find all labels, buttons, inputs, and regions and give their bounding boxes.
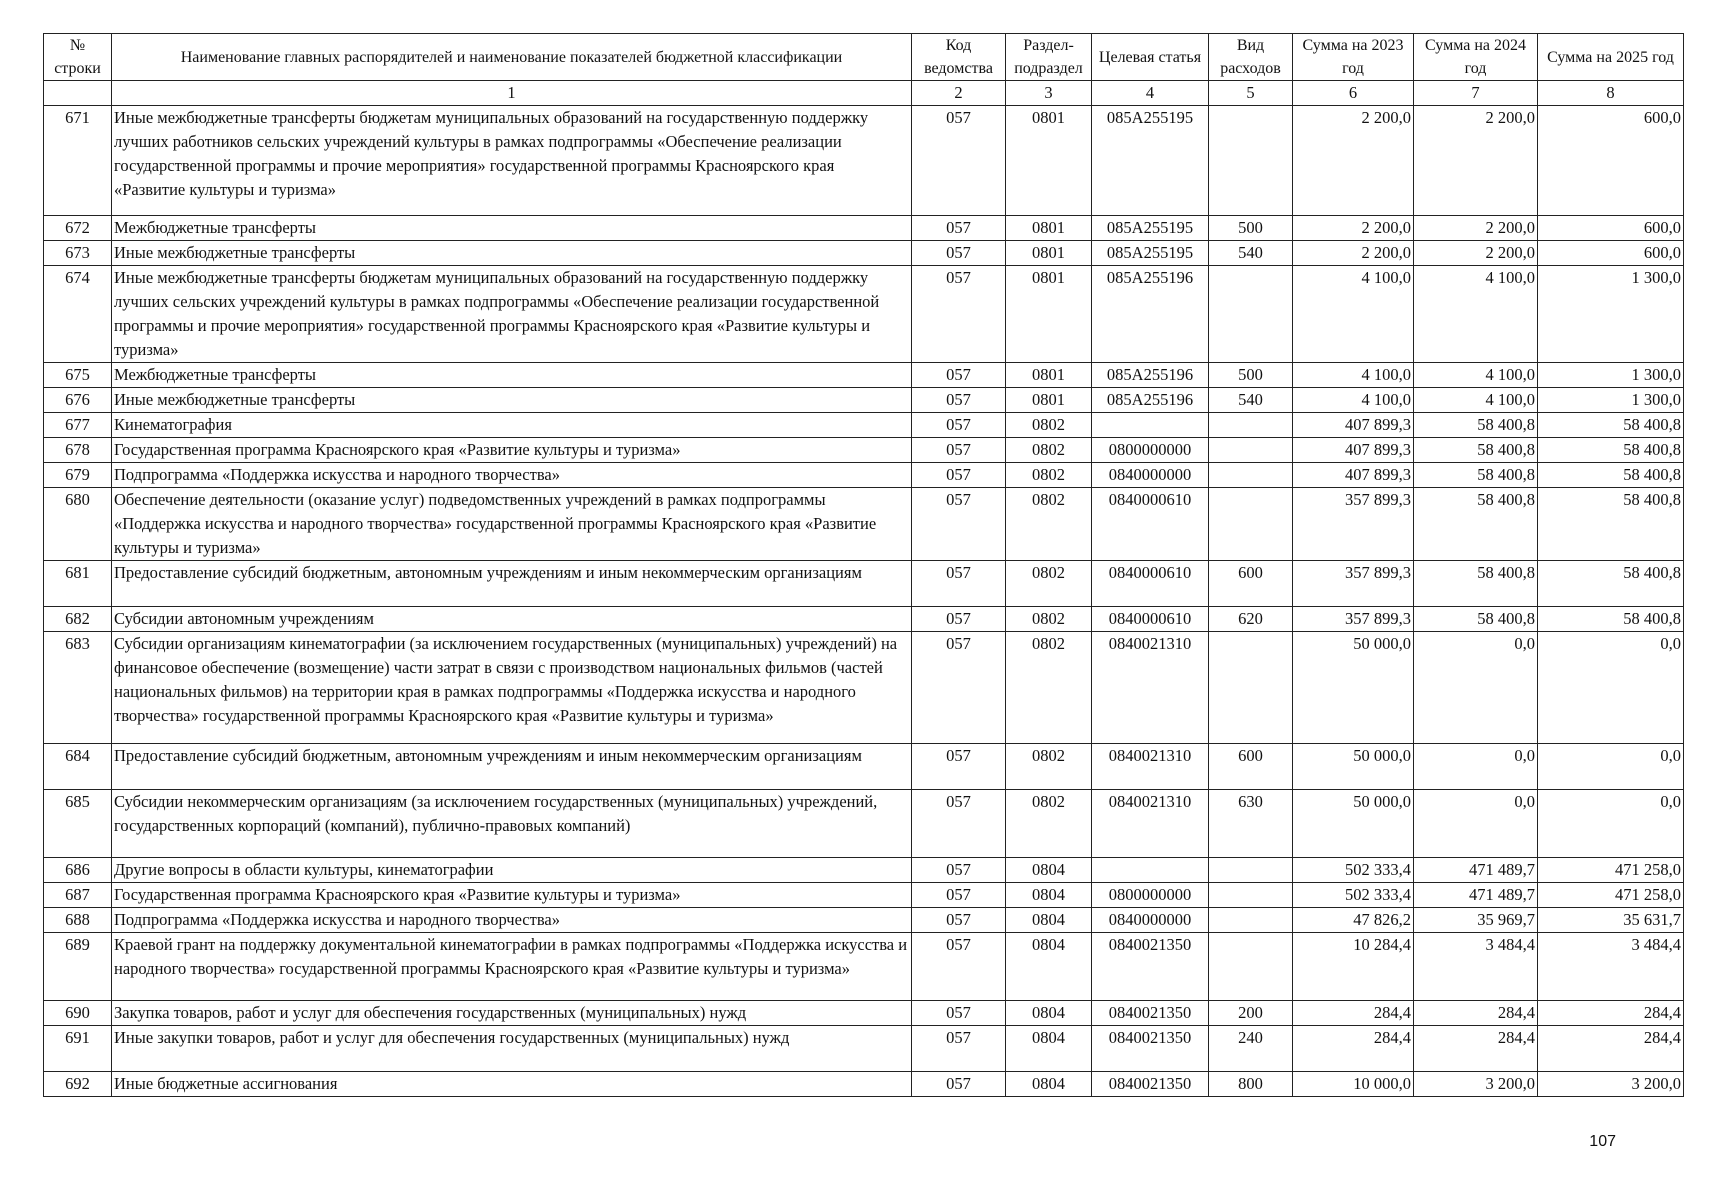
section-code: 0801 bbox=[1006, 216, 1092, 241]
sum-2024: 2 200,0 bbox=[1414, 106, 1538, 216]
sum-2025: 1 300,0 bbox=[1538, 388, 1684, 413]
section-code: 0804 bbox=[1006, 908, 1092, 933]
sum-2024: 58 400,8 bbox=[1414, 488, 1538, 561]
sum-2025: 0,0 bbox=[1538, 790, 1684, 858]
header-sum-2023: Сумма на 2023 год bbox=[1293, 34, 1414, 81]
sum-2025: 284,4 bbox=[1538, 1001, 1684, 1026]
table-row bbox=[44, 790, 1684, 858]
row-number: 672 bbox=[44, 216, 112, 241]
table-row bbox=[44, 1072, 1684, 1097]
department-code: 057 bbox=[912, 607, 1006, 632]
row-number: 678 bbox=[44, 438, 112, 463]
target-article: 085A255195 bbox=[1092, 106, 1209, 216]
sum-2024: 58 400,8 bbox=[1414, 561, 1538, 607]
table-row bbox=[44, 744, 1684, 790]
table-row bbox=[44, 858, 1684, 883]
department-code: 057 bbox=[912, 488, 1006, 561]
target-article: 0840021350 bbox=[1092, 1001, 1209, 1026]
document-page bbox=[43, 33, 1683, 1097]
sum-2025: 600,0 bbox=[1538, 241, 1684, 266]
sum-2023: 357 899,3 bbox=[1293, 488, 1414, 561]
table-row bbox=[44, 438, 1684, 463]
target-article: 0840021350 bbox=[1092, 1072, 1209, 1097]
sum-2023: 284,4 bbox=[1293, 1026, 1414, 1072]
sum-2025: 471 258,0 bbox=[1538, 883, 1684, 908]
row-number: 671 bbox=[44, 106, 112, 216]
department-code: 057 bbox=[912, 858, 1006, 883]
header-row-number: № строки bbox=[44, 34, 112, 81]
column-number: 6 bbox=[1293, 81, 1414, 106]
target-article: 085A255196 bbox=[1092, 388, 1209, 413]
row-name: Закупка товаров, работ и услуг для обеспечения государственных (муниципальных) нужд bbox=[112, 1001, 912, 1026]
sum-2023: 357 899,3 bbox=[1293, 561, 1414, 607]
row-name: Иные межбюджетные трансферты бюджетам муниципальных образований на государственную поддержку лучших сельских учреждений культуры в рамках подпрограммы «Обеспечение реализации государственной программы и прочие мероприятия» государственной программы Красноярского края «Развитие культуры и туризма» bbox=[112, 266, 912, 363]
department-code: 057 bbox=[912, 413, 1006, 438]
section-code: 0801 bbox=[1006, 363, 1092, 388]
sum-2023: 4 100,0 bbox=[1293, 388, 1414, 413]
row-number: 684 bbox=[44, 744, 112, 790]
expense-type bbox=[1209, 908, 1293, 933]
row-name: Иные межбюджетные трансферты бюджетам муниципальных образований на государственную поддержку лучших работников сельских учреждений культуры в рамках подпрограммы «Обеспечение реализации государственной программы и прочие мероприятия» государственной программы Красноярского края «Развитие культуры и туризма» bbox=[112, 106, 912, 216]
section-code: 0801 bbox=[1006, 241, 1092, 266]
sum-2025: 0,0 bbox=[1538, 744, 1684, 790]
row-name: Подпрограмма «Поддержка искусства и народного творчества» bbox=[112, 463, 912, 488]
expense-type: 540 bbox=[1209, 241, 1293, 266]
sum-2025: 600,0 bbox=[1538, 216, 1684, 241]
section-code: 0802 bbox=[1006, 561, 1092, 607]
expense-type: 500 bbox=[1209, 216, 1293, 241]
table-row bbox=[44, 632, 1684, 744]
section-code: 0802 bbox=[1006, 488, 1092, 561]
sum-2024: 4 100,0 bbox=[1414, 266, 1538, 363]
row-name: Субсидии организациям кинематографии (за исключением государственных (муниципальных) учреждений) на финансовое обеспечение (возмещение) части затрат в связи с производством национальных фильмов (частей национальных фильмов) на территории края в рамках подпрограммы «Поддержка искусства и народного творчества» государственной программы Красноярского края «Развитие культуры и туризма» bbox=[112, 632, 912, 744]
row-number: 682 bbox=[44, 607, 112, 632]
target-article bbox=[1092, 413, 1209, 438]
expense-type bbox=[1209, 488, 1293, 561]
sum-2023: 50 000,0 bbox=[1293, 632, 1414, 744]
sum-2024: 3 200,0 bbox=[1414, 1072, 1538, 1097]
sum-2024: 3 484,4 bbox=[1414, 933, 1538, 1001]
row-number: 677 bbox=[44, 413, 112, 438]
row-name: Предоставление субсидий бюджетным, автономным учреждениям и иным некоммерческим организациям bbox=[112, 561, 912, 607]
row-number: 692 bbox=[44, 1072, 112, 1097]
column-number bbox=[44, 81, 112, 106]
column-number: 2 bbox=[912, 81, 1006, 106]
sum-2023: 50 000,0 bbox=[1293, 744, 1414, 790]
section-code: 0802 bbox=[1006, 790, 1092, 858]
header-section: Раздел-подраздел bbox=[1006, 34, 1092, 81]
sum-2023: 502 333,4 bbox=[1293, 858, 1414, 883]
row-number: 681 bbox=[44, 561, 112, 607]
row-name: Другие вопросы в области культуры, кинематографии bbox=[112, 858, 912, 883]
sum-2025: 58 400,8 bbox=[1538, 488, 1684, 561]
page-number: 107 bbox=[1589, 1133, 1616, 1150]
sum-2025: 35 631,7 bbox=[1538, 908, 1684, 933]
target-article: 0840021310 bbox=[1092, 744, 1209, 790]
target-article: 0840000610 bbox=[1092, 488, 1209, 561]
expense-type bbox=[1209, 883, 1293, 908]
department-code: 057 bbox=[912, 561, 1006, 607]
row-name: Иные бюджетные ассигнования bbox=[112, 1072, 912, 1097]
column-number: 5 bbox=[1209, 81, 1293, 106]
row-name: Субсидии некоммерческим организациям (за исключением государственных (муниципальных) учреждений, государственных корпораций (компаний), публично-правовых компаний) bbox=[112, 790, 912, 858]
sum-2024: 58 400,8 bbox=[1414, 463, 1538, 488]
section-code: 0802 bbox=[1006, 744, 1092, 790]
table-row bbox=[44, 106, 1684, 216]
column-number-row bbox=[44, 81, 1684, 106]
sum-2024: 58 400,8 bbox=[1414, 607, 1538, 632]
expense-type bbox=[1209, 463, 1293, 488]
expense-type: 500 bbox=[1209, 363, 1293, 388]
department-code: 057 bbox=[912, 1026, 1006, 1072]
table-row bbox=[44, 241, 1684, 266]
expense-type: 600 bbox=[1209, 744, 1293, 790]
department-code: 057 bbox=[912, 1001, 1006, 1026]
sum-2024: 4 100,0 bbox=[1414, 388, 1538, 413]
row-name: Краевой грант на поддержку документальной кинематографии в рамках подпрограммы «Поддержка искусства и народного творчества» государственной программы Красноярского края «Развитие культуры и туризма» bbox=[112, 933, 912, 1001]
department-code: 057 bbox=[912, 106, 1006, 216]
row-number: 688 bbox=[44, 908, 112, 933]
expense-type: 800 bbox=[1209, 1072, 1293, 1097]
target-article: 0840000000 bbox=[1092, 908, 1209, 933]
row-number: 683 bbox=[44, 632, 112, 744]
row-number: 679 bbox=[44, 463, 112, 488]
sum-2024: 58 400,8 bbox=[1414, 438, 1538, 463]
header-name: Наименование главных распорядителей и наименование показателей бюджетной классификации bbox=[112, 34, 912, 81]
row-number: 680 bbox=[44, 488, 112, 561]
sum-2023: 407 899,3 bbox=[1293, 438, 1414, 463]
row-number: 685 bbox=[44, 790, 112, 858]
section-code: 0804 bbox=[1006, 1072, 1092, 1097]
department-code: 057 bbox=[912, 388, 1006, 413]
row-number: 673 bbox=[44, 241, 112, 266]
row-name: Обеспечение деятельности (оказание услуг) подведомственных учреждений в рамках подпрограммы «Поддержка искусства и народного творчества» государственной программы Красноярского края «Развитие культуры и туризма» bbox=[112, 488, 912, 561]
section-code: 0801 bbox=[1006, 106, 1092, 216]
department-code: 057 bbox=[912, 241, 1006, 266]
expense-type bbox=[1209, 438, 1293, 463]
target-article: 085A255195 bbox=[1092, 216, 1209, 241]
sum-2025: 58 400,8 bbox=[1538, 413, 1684, 438]
sum-2025: 3 200,0 bbox=[1538, 1072, 1684, 1097]
expense-type bbox=[1209, 632, 1293, 744]
sum-2025: 58 400,8 bbox=[1538, 438, 1684, 463]
table-row bbox=[44, 933, 1684, 1001]
sum-2023: 407 899,3 bbox=[1293, 463, 1414, 488]
expense-type bbox=[1209, 106, 1293, 216]
sum-2025: 600,0 bbox=[1538, 106, 1684, 216]
sum-2025: 3 484,4 bbox=[1538, 933, 1684, 1001]
row-name: Иные межбюджетные трансферты bbox=[112, 388, 912, 413]
row-name: Субсидии автономным учреждениям bbox=[112, 607, 912, 632]
department-code: 057 bbox=[912, 883, 1006, 908]
sum-2023: 407 899,3 bbox=[1293, 413, 1414, 438]
section-code: 0801 bbox=[1006, 388, 1092, 413]
header-department-code: Код ведомства bbox=[912, 34, 1006, 81]
sum-2024: 4 100,0 bbox=[1414, 363, 1538, 388]
section-code: 0804 bbox=[1006, 883, 1092, 908]
table-row bbox=[44, 607, 1684, 632]
sum-2025: 1 300,0 bbox=[1538, 266, 1684, 363]
sum-2025: 58 400,8 bbox=[1538, 463, 1684, 488]
sum-2024: 35 969,7 bbox=[1414, 908, 1538, 933]
budget-table bbox=[43, 33, 1684, 1097]
row-name: Иные межбюджетные трансферты bbox=[112, 241, 912, 266]
target-article: 085A255196 bbox=[1092, 363, 1209, 388]
header-sum-2025: Сумма на 2025 год bbox=[1538, 34, 1684, 81]
table-row bbox=[44, 1001, 1684, 1026]
department-code: 057 bbox=[912, 933, 1006, 1001]
sum-2023: 10 284,4 bbox=[1293, 933, 1414, 1001]
table-row bbox=[44, 883, 1684, 908]
column-number: 8 bbox=[1538, 81, 1684, 106]
table-row bbox=[44, 363, 1684, 388]
table-row bbox=[44, 561, 1684, 607]
section-code: 0801 bbox=[1006, 266, 1092, 363]
sum-2023: 2 200,0 bbox=[1293, 216, 1414, 241]
target-article: 085A255196 bbox=[1092, 266, 1209, 363]
column-number: 3 bbox=[1006, 81, 1092, 106]
row-name: Иные закупки товаров, работ и услуг для обеспечения государственных (муниципальных) нужд bbox=[112, 1026, 912, 1072]
sum-2024: 284,4 bbox=[1414, 1026, 1538, 1072]
expense-type: 240 bbox=[1209, 1026, 1293, 1072]
expense-type: 200 bbox=[1209, 1001, 1293, 1026]
row-number: 686 bbox=[44, 858, 112, 883]
table-header-row bbox=[44, 34, 1684, 81]
sum-2025: 471 258,0 bbox=[1538, 858, 1684, 883]
target-article: 0840021310 bbox=[1092, 632, 1209, 744]
column-number: 1 bbox=[112, 81, 912, 106]
sum-2023: 47 826,2 bbox=[1293, 908, 1414, 933]
sum-2025: 58 400,8 bbox=[1538, 607, 1684, 632]
sum-2024: 0,0 bbox=[1414, 744, 1538, 790]
sum-2023: 502 333,4 bbox=[1293, 883, 1414, 908]
table-row bbox=[44, 488, 1684, 561]
sum-2024: 0,0 bbox=[1414, 790, 1538, 858]
target-article: 085A255195 bbox=[1092, 241, 1209, 266]
section-code: 0804 bbox=[1006, 1026, 1092, 1072]
row-name: Межбюджетные трансферты bbox=[112, 363, 912, 388]
header-target-article: Целевая статья bbox=[1092, 34, 1209, 81]
department-code: 057 bbox=[912, 438, 1006, 463]
sum-2025: 284,4 bbox=[1538, 1026, 1684, 1072]
section-code: 0802 bbox=[1006, 438, 1092, 463]
sum-2025: 58 400,8 bbox=[1538, 561, 1684, 607]
section-code: 0802 bbox=[1006, 463, 1092, 488]
expense-type bbox=[1209, 266, 1293, 363]
row-number: 675 bbox=[44, 363, 112, 388]
row-number: 690 bbox=[44, 1001, 112, 1026]
sum-2023: 2 200,0 bbox=[1293, 106, 1414, 216]
section-code: 0804 bbox=[1006, 1001, 1092, 1026]
sum-2025: 1 300,0 bbox=[1538, 363, 1684, 388]
sum-2023: 284,4 bbox=[1293, 1001, 1414, 1026]
department-code: 057 bbox=[912, 632, 1006, 744]
sum-2023: 50 000,0 bbox=[1293, 790, 1414, 858]
row-name: Предоставление субсидий бюджетным, автономным учреждениям и иным некоммерческим организациям bbox=[112, 744, 912, 790]
section-code: 0804 bbox=[1006, 933, 1092, 1001]
sum-2025: 0,0 bbox=[1538, 632, 1684, 744]
sum-2024: 284,4 bbox=[1414, 1001, 1538, 1026]
target-article: 0840000610 bbox=[1092, 607, 1209, 632]
sum-2024: 2 200,0 bbox=[1414, 216, 1538, 241]
section-code: 0802 bbox=[1006, 607, 1092, 632]
section-code: 0804 bbox=[1006, 858, 1092, 883]
column-number: 4 bbox=[1092, 81, 1209, 106]
header-sum-2024: Сумма на 2024 год bbox=[1414, 34, 1538, 81]
target-article bbox=[1092, 858, 1209, 883]
table-row bbox=[44, 908, 1684, 933]
department-code: 057 bbox=[912, 216, 1006, 241]
department-code: 057 bbox=[912, 266, 1006, 363]
target-article: 0800000000 bbox=[1092, 438, 1209, 463]
column-number: 7 bbox=[1414, 81, 1538, 106]
department-code: 057 bbox=[912, 908, 1006, 933]
expense-type: 540 bbox=[1209, 388, 1293, 413]
row-name: Межбюджетные трансферты bbox=[112, 216, 912, 241]
target-article: 0840021350 bbox=[1092, 933, 1209, 1001]
row-name: Подпрограмма «Поддержка искусства и народного творчества» bbox=[112, 908, 912, 933]
sum-2023: 4 100,0 bbox=[1293, 266, 1414, 363]
row-number: 689 bbox=[44, 933, 112, 1001]
row-number: 687 bbox=[44, 883, 112, 908]
section-code: 0802 bbox=[1006, 632, 1092, 744]
sum-2024: 2 200,0 bbox=[1414, 241, 1538, 266]
target-article: 0840021350 bbox=[1092, 1026, 1209, 1072]
expense-type: 600 bbox=[1209, 561, 1293, 607]
expense-type bbox=[1209, 933, 1293, 1001]
row-name: Государственная программа Красноярского края «Развитие культуры и туризма» bbox=[112, 883, 912, 908]
sum-2023: 2 200,0 bbox=[1293, 241, 1414, 266]
target-article: 0840021310 bbox=[1092, 790, 1209, 858]
row-name: Кинематография bbox=[112, 413, 912, 438]
target-article: 0840000000 bbox=[1092, 463, 1209, 488]
expense-type: 620 bbox=[1209, 607, 1293, 632]
sum-2023: 4 100,0 bbox=[1293, 363, 1414, 388]
table-row bbox=[44, 216, 1684, 241]
table-row bbox=[44, 1026, 1684, 1072]
row-number: 691 bbox=[44, 1026, 112, 1072]
department-code: 057 bbox=[912, 744, 1006, 790]
department-code: 057 bbox=[912, 363, 1006, 388]
sum-2024: 471 489,7 bbox=[1414, 858, 1538, 883]
table-row bbox=[44, 388, 1684, 413]
sum-2023: 10 000,0 bbox=[1293, 1072, 1414, 1097]
row-number: 674 bbox=[44, 266, 112, 363]
sum-2024: 0,0 bbox=[1414, 632, 1538, 744]
target-article: 0840000610 bbox=[1092, 561, 1209, 607]
section-code: 0802 bbox=[1006, 413, 1092, 438]
department-code: 057 bbox=[912, 1072, 1006, 1097]
expense-type: 630 bbox=[1209, 790, 1293, 858]
sum-2024: 58 400,8 bbox=[1414, 413, 1538, 438]
expense-type bbox=[1209, 413, 1293, 438]
table-row bbox=[44, 266, 1684, 363]
row-number: 676 bbox=[44, 388, 112, 413]
department-code: 057 bbox=[912, 463, 1006, 488]
department-code: 057 bbox=[912, 790, 1006, 858]
sum-2024: 471 489,7 bbox=[1414, 883, 1538, 908]
row-name: Государственная программа Красноярского края «Развитие культуры и туризма» bbox=[112, 438, 912, 463]
table-row bbox=[44, 413, 1684, 438]
target-article: 0800000000 bbox=[1092, 883, 1209, 908]
sum-2023: 357 899,3 bbox=[1293, 607, 1414, 632]
table-row bbox=[44, 463, 1684, 488]
expense-type bbox=[1209, 858, 1293, 883]
header-expense-type: Вид расходов bbox=[1209, 34, 1293, 81]
